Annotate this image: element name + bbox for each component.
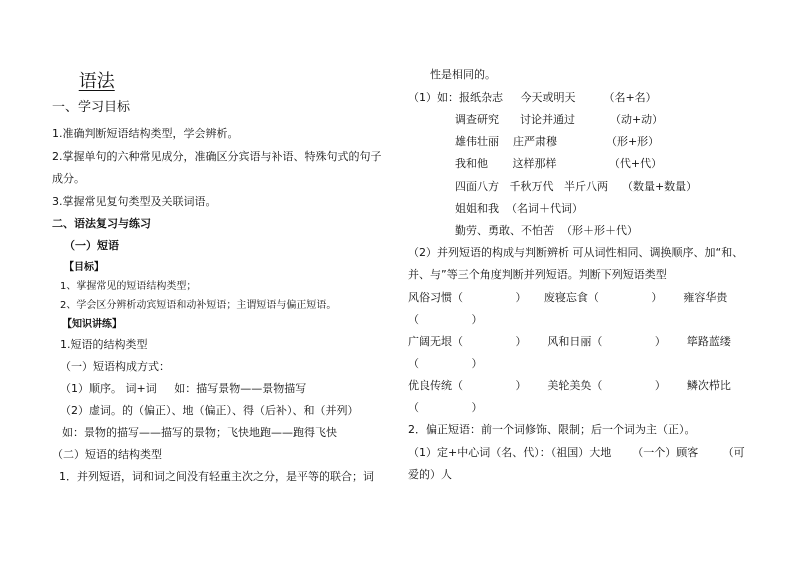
goal-item-3: 3.掌握常见复句类型及关联词语。 [52, 195, 217, 208]
section-heading-goals: 一、学习目标 [52, 100, 131, 115]
exercise-row-3-cont: （ ） [408, 401, 483, 414]
knowledge-line-1: 1.短语的结构类型 [60, 338, 148, 351]
right-line-7: 勤劳、勇敢、不怕苦 （形＋形＋代） [455, 224, 638, 237]
exercise-row-1-cont: （ ） [408, 313, 483, 326]
target-label: 【目标】 [64, 262, 104, 273]
knowledge-line-4: （2）虚词。的（偏正）、地（偏正）、得（后补）、和（并列） [60, 404, 359, 417]
right-line-18: 爱的）人 [408, 468, 452, 481]
right-line-1: （1）如：报纸杂志 今天或明天 （名+名） [408, 91, 657, 104]
section-heading-review: 二、语法复习与练习 [52, 217, 151, 230]
exercise-row-2: 广阔无垠（ ） 风和日丽（ ） 筚路蓝缕 [408, 335, 731, 348]
right-line-9: 并、与”等三个角度判断并列短语。判断下列短语类型 [408, 268, 667, 281]
right-line-0: 性是相同的。 [430, 68, 496, 81]
goal-item-2: 2.掌握单句的六种常见成分，准确区分宾语与补语、特殊句式的句子 [52, 150, 382, 163]
right-line-2: 调查研究 讨论并通过 （动+动） [455, 113, 664, 126]
page-title: 语法 [78, 71, 115, 92]
knowledge-line-7: 1．并列短语，词和词之间没有轻重主次之分，是平等的联合；词 [52, 470, 374, 483]
right-line-5: 四面八方 千秋万代 半斤八两 （数量+数量） [455, 180, 698, 193]
right-line-6: 姐姐和我 （名词＋代词） [455, 202, 583, 215]
right-line-4: 我和他 这样那样 （代+代） [455, 157, 663, 170]
subsection-phrase: （一）短语 [64, 239, 119, 252]
exercise-row-2-cont: （ ） [408, 357, 483, 370]
right-line-3: 雄伟壮丽 庄严肃穆 （形+形） [455, 135, 660, 148]
knowledge-label: 【知识讲练】 [62, 319, 122, 330]
exercise-row-3: 优良传统（ ） 美轮美奂（ ） 鳞次栉比 [408, 379, 731, 392]
right-line-8: （2）并列短语的构成与判断辨析 可从词性相同、调换顺序、加“和、 [408, 246, 744, 259]
knowledge-line-3: （1）顺序。 词+词 如：描写景物——景物描写 [60, 382, 307, 395]
knowledge-line-5: 如：景物的描写——描写的景物；飞快地跑——跑得飞快 [55, 426, 337, 439]
target-item-1: 1、掌握常见的短语结构类型； [60, 281, 197, 292]
right-line-17: （1）定+中心词（名、代）：（祖国）大地 （一个）顾客 （可 [408, 446, 745, 459]
right-line-16: 2．偏正短语：前一个词修饰、限制；后一个词为主（正）。 [408, 423, 696, 436]
exercise-row-1: 风俗习惯（ ） 废寝忘食（ ） 雍容华贵 [408, 291, 728, 304]
target-item-2: 2、学会区分辨析动宾短语和动补短语；主谓短语与偏正短语。 [60, 300, 337, 311]
goal-item-1: 1.准确判断短语结构类型，学会辨析。 [52, 127, 239, 140]
knowledge-line-2: （一）短语构成方式： [60, 360, 170, 373]
goal-item-2-cont: 成分。 [52, 172, 85, 185]
knowledge-line-6: （二）短语的结构类型 [52, 448, 162, 461]
